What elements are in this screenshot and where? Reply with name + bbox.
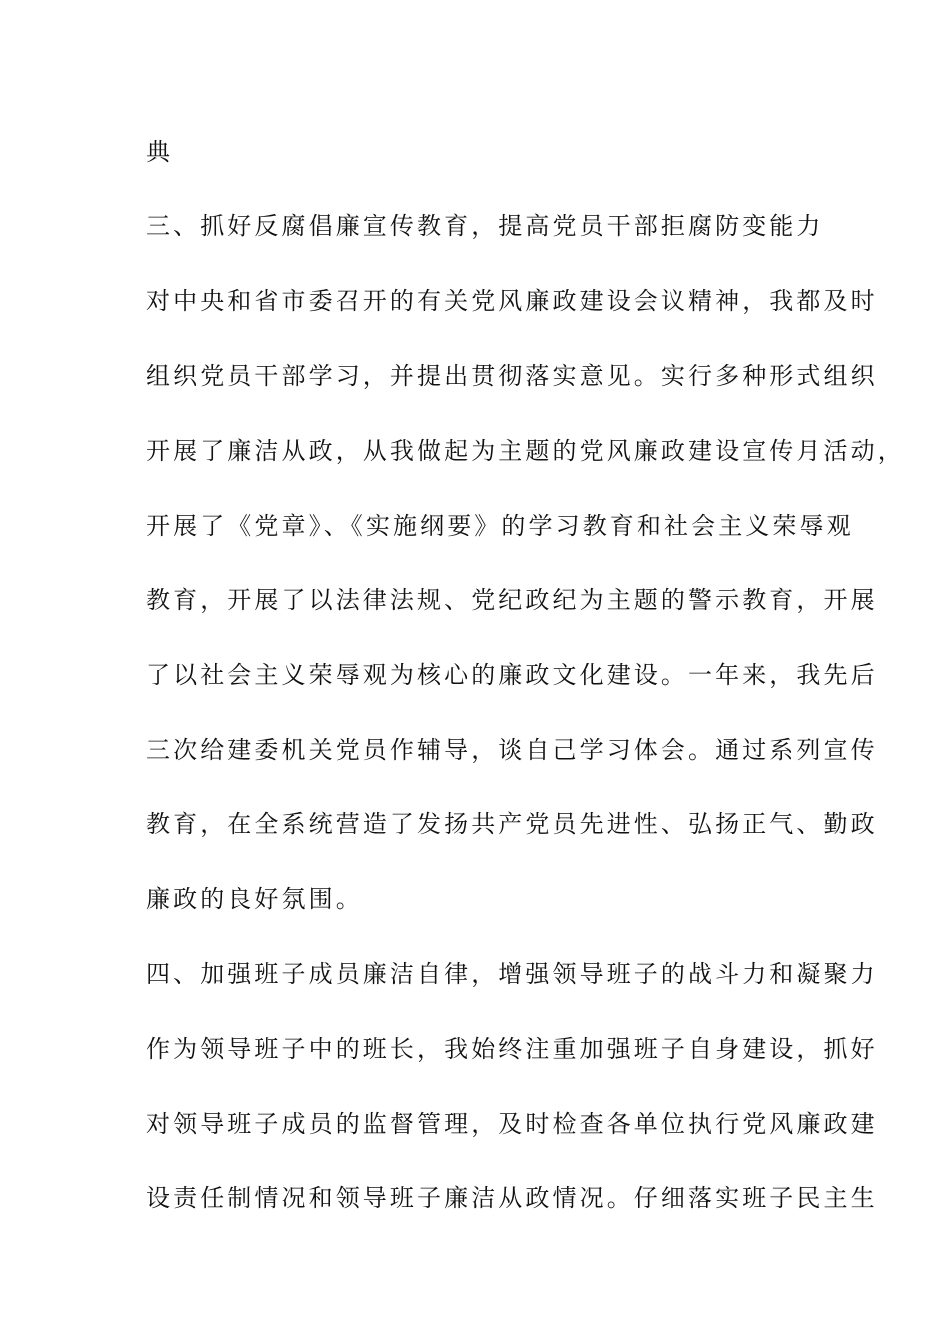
- paragraph-line: 组织党员干部学习，并提出贯彻落实意见。实行多种形式组织: [146, 362, 878, 390]
- paragraph-line: 了以社会主义荣辱观为核心的廉政文化建设。一年来，我先后: [146, 661, 878, 689]
- paragraph-line: 廉政的良好氛围。: [146, 885, 363, 913]
- paragraph-line: 三次给建委机关党员作辅导，谈自己学习体会。通过系列宣传: [146, 736, 878, 764]
- paragraph-line: 设责任制情况和领导班子廉洁从政情况。仔细落实班子民主生: [146, 1184, 878, 1212]
- section-heading-four: 四、加强班子成员廉洁自律，增强领导班子的战斗力和凝聚力: [146, 960, 878, 988]
- text-line-fragment: 典: [146, 138, 174, 166]
- paragraph-line: 教育，开展了以法律法规、党纪政纪为主题的警示教育，开展: [146, 586, 878, 614]
- section-heading-three: 三、抓好反腐倡廉宣传教育，提高党员干部拒腐防变能力: [146, 212, 824, 240]
- paragraph-line: 对中央和省市委召开的有关党风廉政建设会议精神，我都及时: [146, 287, 878, 315]
- paragraph-line: 开展了廉洁从政，从我做起为主题的党风廉政建设宣传月活动，: [146, 437, 905, 465]
- paragraph-line: 对领导班子成员的监督管理，及时检查各单位执行党风廉政建: [146, 1110, 878, 1138]
- paragraph-line: 作为领导班子中的班长，我始终注重加强班子自身建设，抓好: [146, 1035, 878, 1063]
- paragraph-line: 开展了《党章》、《实施纲要》的学习教育和社会主义荣辱观: [146, 512, 854, 540]
- paragraph-line: 教育，在全系统营造了发扬共产党员先进性、弘扬正气、勤政: [146, 810, 878, 838]
